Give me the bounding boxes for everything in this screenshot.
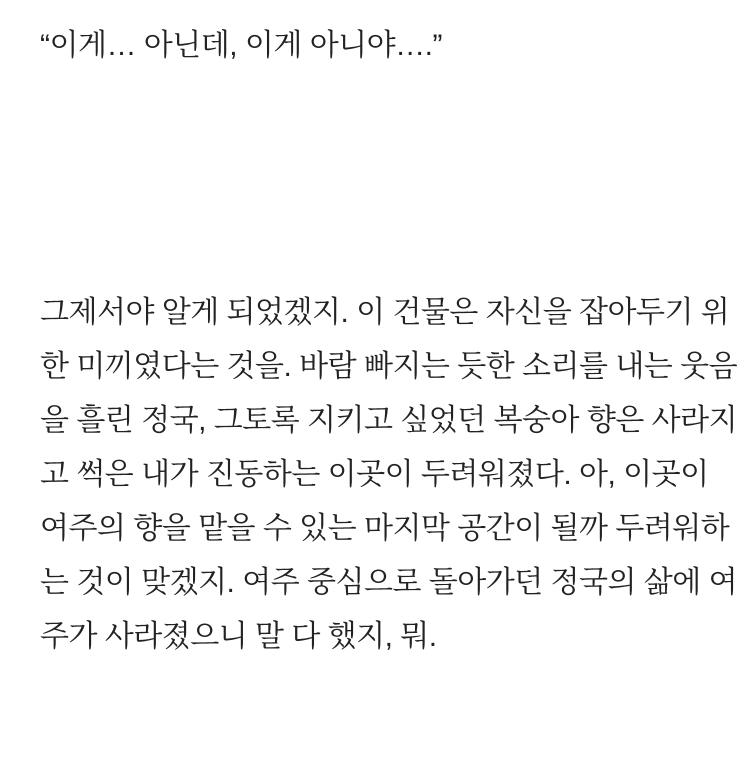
paragraph-line: 는 것이 맞겠지. 여주 중심으로 돌아가던 정국의 삶에 여	[40, 566, 738, 599]
paragraph-line: 을 흘린 정국, 그토록 지키고 싶었던 복숭아 향은 사라지	[40, 404, 738, 437]
paragraph-line: 그제서야 알게 되었겠지. 이 건물은 자신을 잡아두기 위	[40, 296, 730, 329]
body-paragraph	[40, 286, 738, 664]
paragraph-line: 한 미끼였다는 것을. 바람 빠지는 듯한 소리를 내는 웃음	[40, 350, 738, 383]
paragraph-line: 고 썩은 내가 진동하는 이곳이 두려워졌다. 아, 이곳이	[40, 458, 709, 491]
paragraph-line: 여주의 향을 맡을 수 있는 마지막 공간이 될까 두려워하	[40, 512, 730, 545]
paragraph-line: 주가 사라졌으니 말 다 했지, 뭐.	[40, 620, 437, 653]
dialogue-line: “이게… 아닌데, 이게 아니야….”	[40, 29, 442, 62]
